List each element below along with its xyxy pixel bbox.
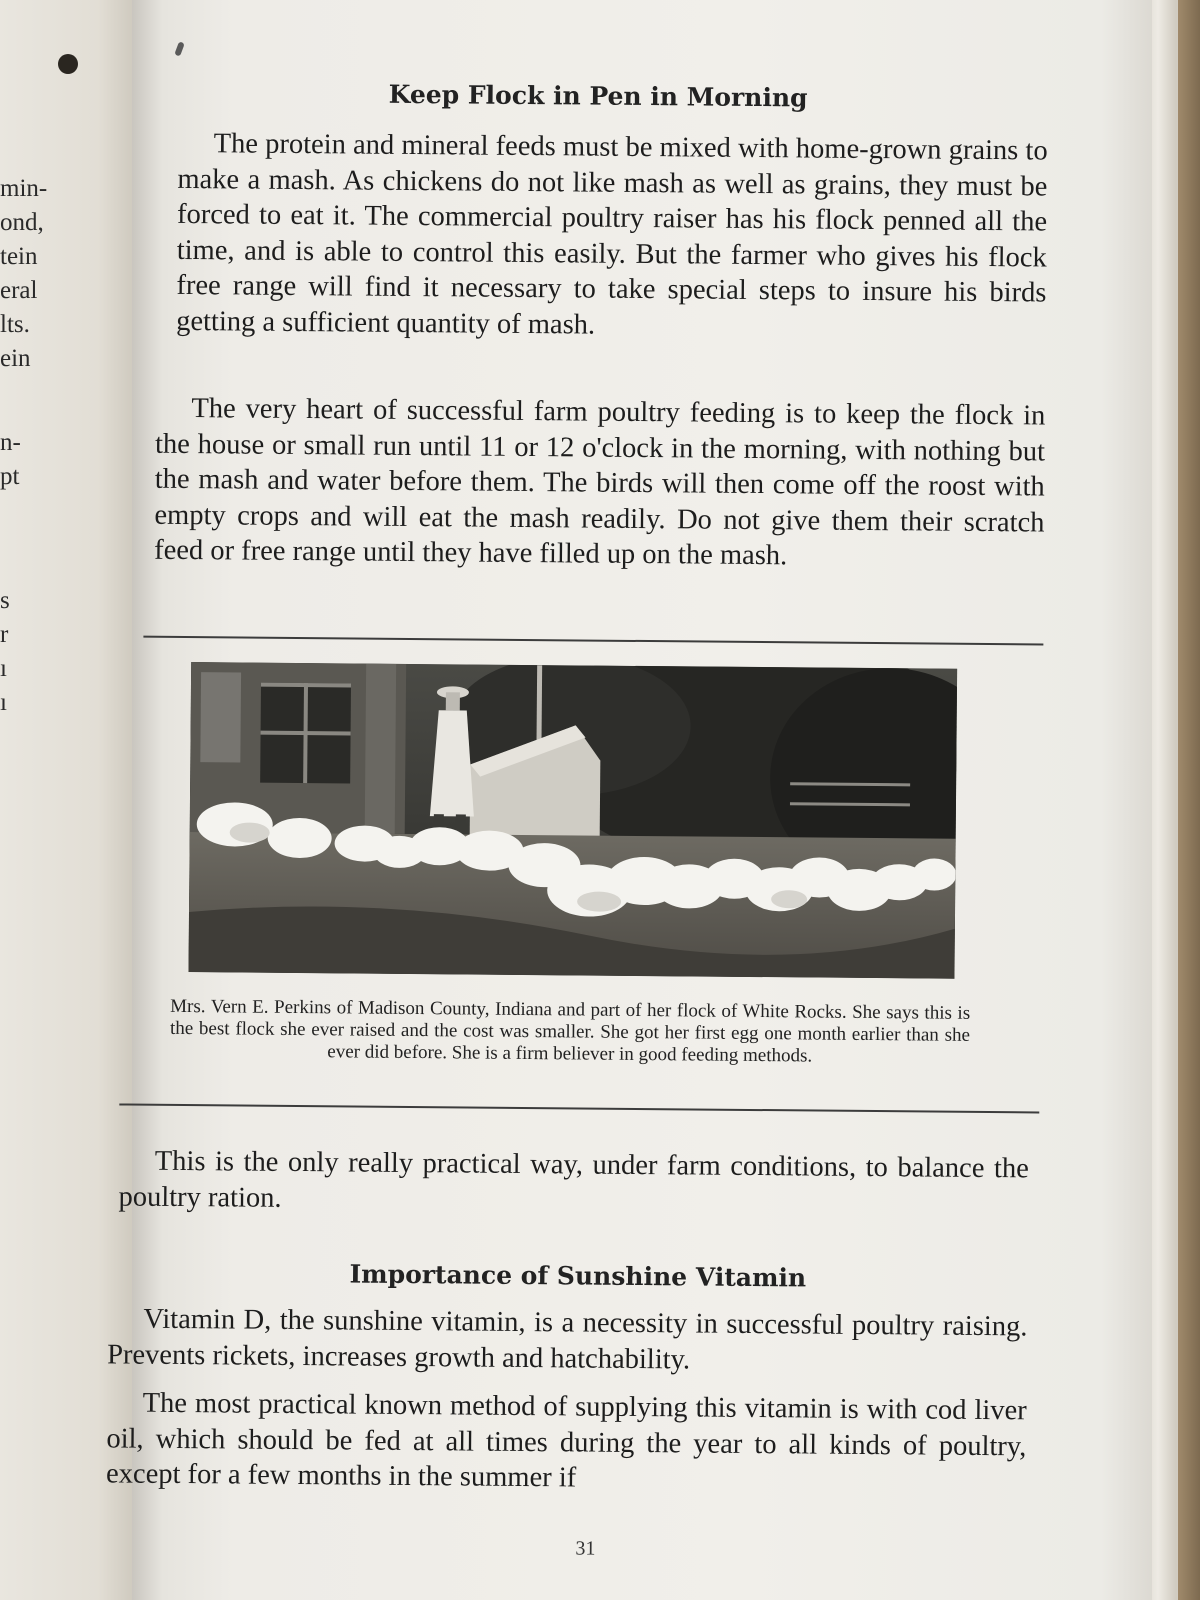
table-surface <box>1178 0 1200 1600</box>
fragment: ond, <box>0 209 44 236</box>
booklet-page <box>105 0 1152 1600</box>
flock-photograph <box>188 662 957 979</box>
fragment: ı <box>0 655 7 682</box>
paragraph: The very heart of successful farm poultry feeding is to keep the flock in the house or small run until 11 or 12 o'clock in the morning, with nothing but the mash and water before them. The birds will then come off the roost with empty crops and will eat the mash readily. Do not give them their scratch feed or free range until they have filled up on the mash. <box>154 393 1046 572</box>
section-heading: Keep Flock in Pen in Morning <box>388 79 808 113</box>
fragment: eral <box>0 277 38 304</box>
fragment: pt <box>0 463 20 490</box>
fragment: ı <box>0 689 7 716</box>
punch-hole <box>58 54 78 74</box>
fragment: n- <box>0 429 21 456</box>
photo-caption: Mrs. Vern E. Perkins of Madison County, Indiana and part of her flock of White Rocks. She says this is the best flock she ever raised and the cost was smaller. She got her first egg one month earlier than she ever did before. She is a firm believer in good feeding methods. <box>169 995 971 1067</box>
paragraph: This is the only really practical way, under farm conditions, to balance the poultry ration. <box>118 1145 1029 1214</box>
fragment: min- <box>0 175 48 202</box>
section-heading: Importance of Sunshine Vitamin <box>349 1259 807 1293</box>
fragment: tein <box>0 243 38 270</box>
paragraph: The protein and mineral feeds must be mixed with home-grown grains to make a mash. As chickens do not like mash as well as grains, they must be forced to eat it. The commercial poultry raiser has his flock penned all the time, and is able to control this easily. But the farmer who gives his flock free range will find it necessary to take special steps to insure his birds getting a sufficient quantity of mash. <box>176 128 1048 341</box>
divider-rule <box>143 636 1043 646</box>
fragment: r <box>0 621 9 648</box>
paragraph: The most practical known method of supplying this vitamin is with cod liver oil, which should be fed at all times during the year to all kinds of poultry, except for a few months in the summer if <box>105 1387 1027 1494</box>
ink-mark <box>174 41 185 56</box>
divider-rule <box>119 1103 1039 1113</box>
fragment: ein <box>0 345 31 372</box>
page-number: 31 <box>575 1537 596 1560</box>
paragraph: Vitamin D, the sunshine vitamin, is a necessity in successful poultry raising. Prevents rickets, increases growth and hatchability. <box>107 1303 1028 1375</box>
page-content <box>105 0 1159 1600</box>
fragment: lts. <box>0 311 30 338</box>
previous-page-text-fragments <box>0 172 70 720</box>
fragment: s <box>0 587 10 614</box>
photo-illustration <box>188 662 957 979</box>
